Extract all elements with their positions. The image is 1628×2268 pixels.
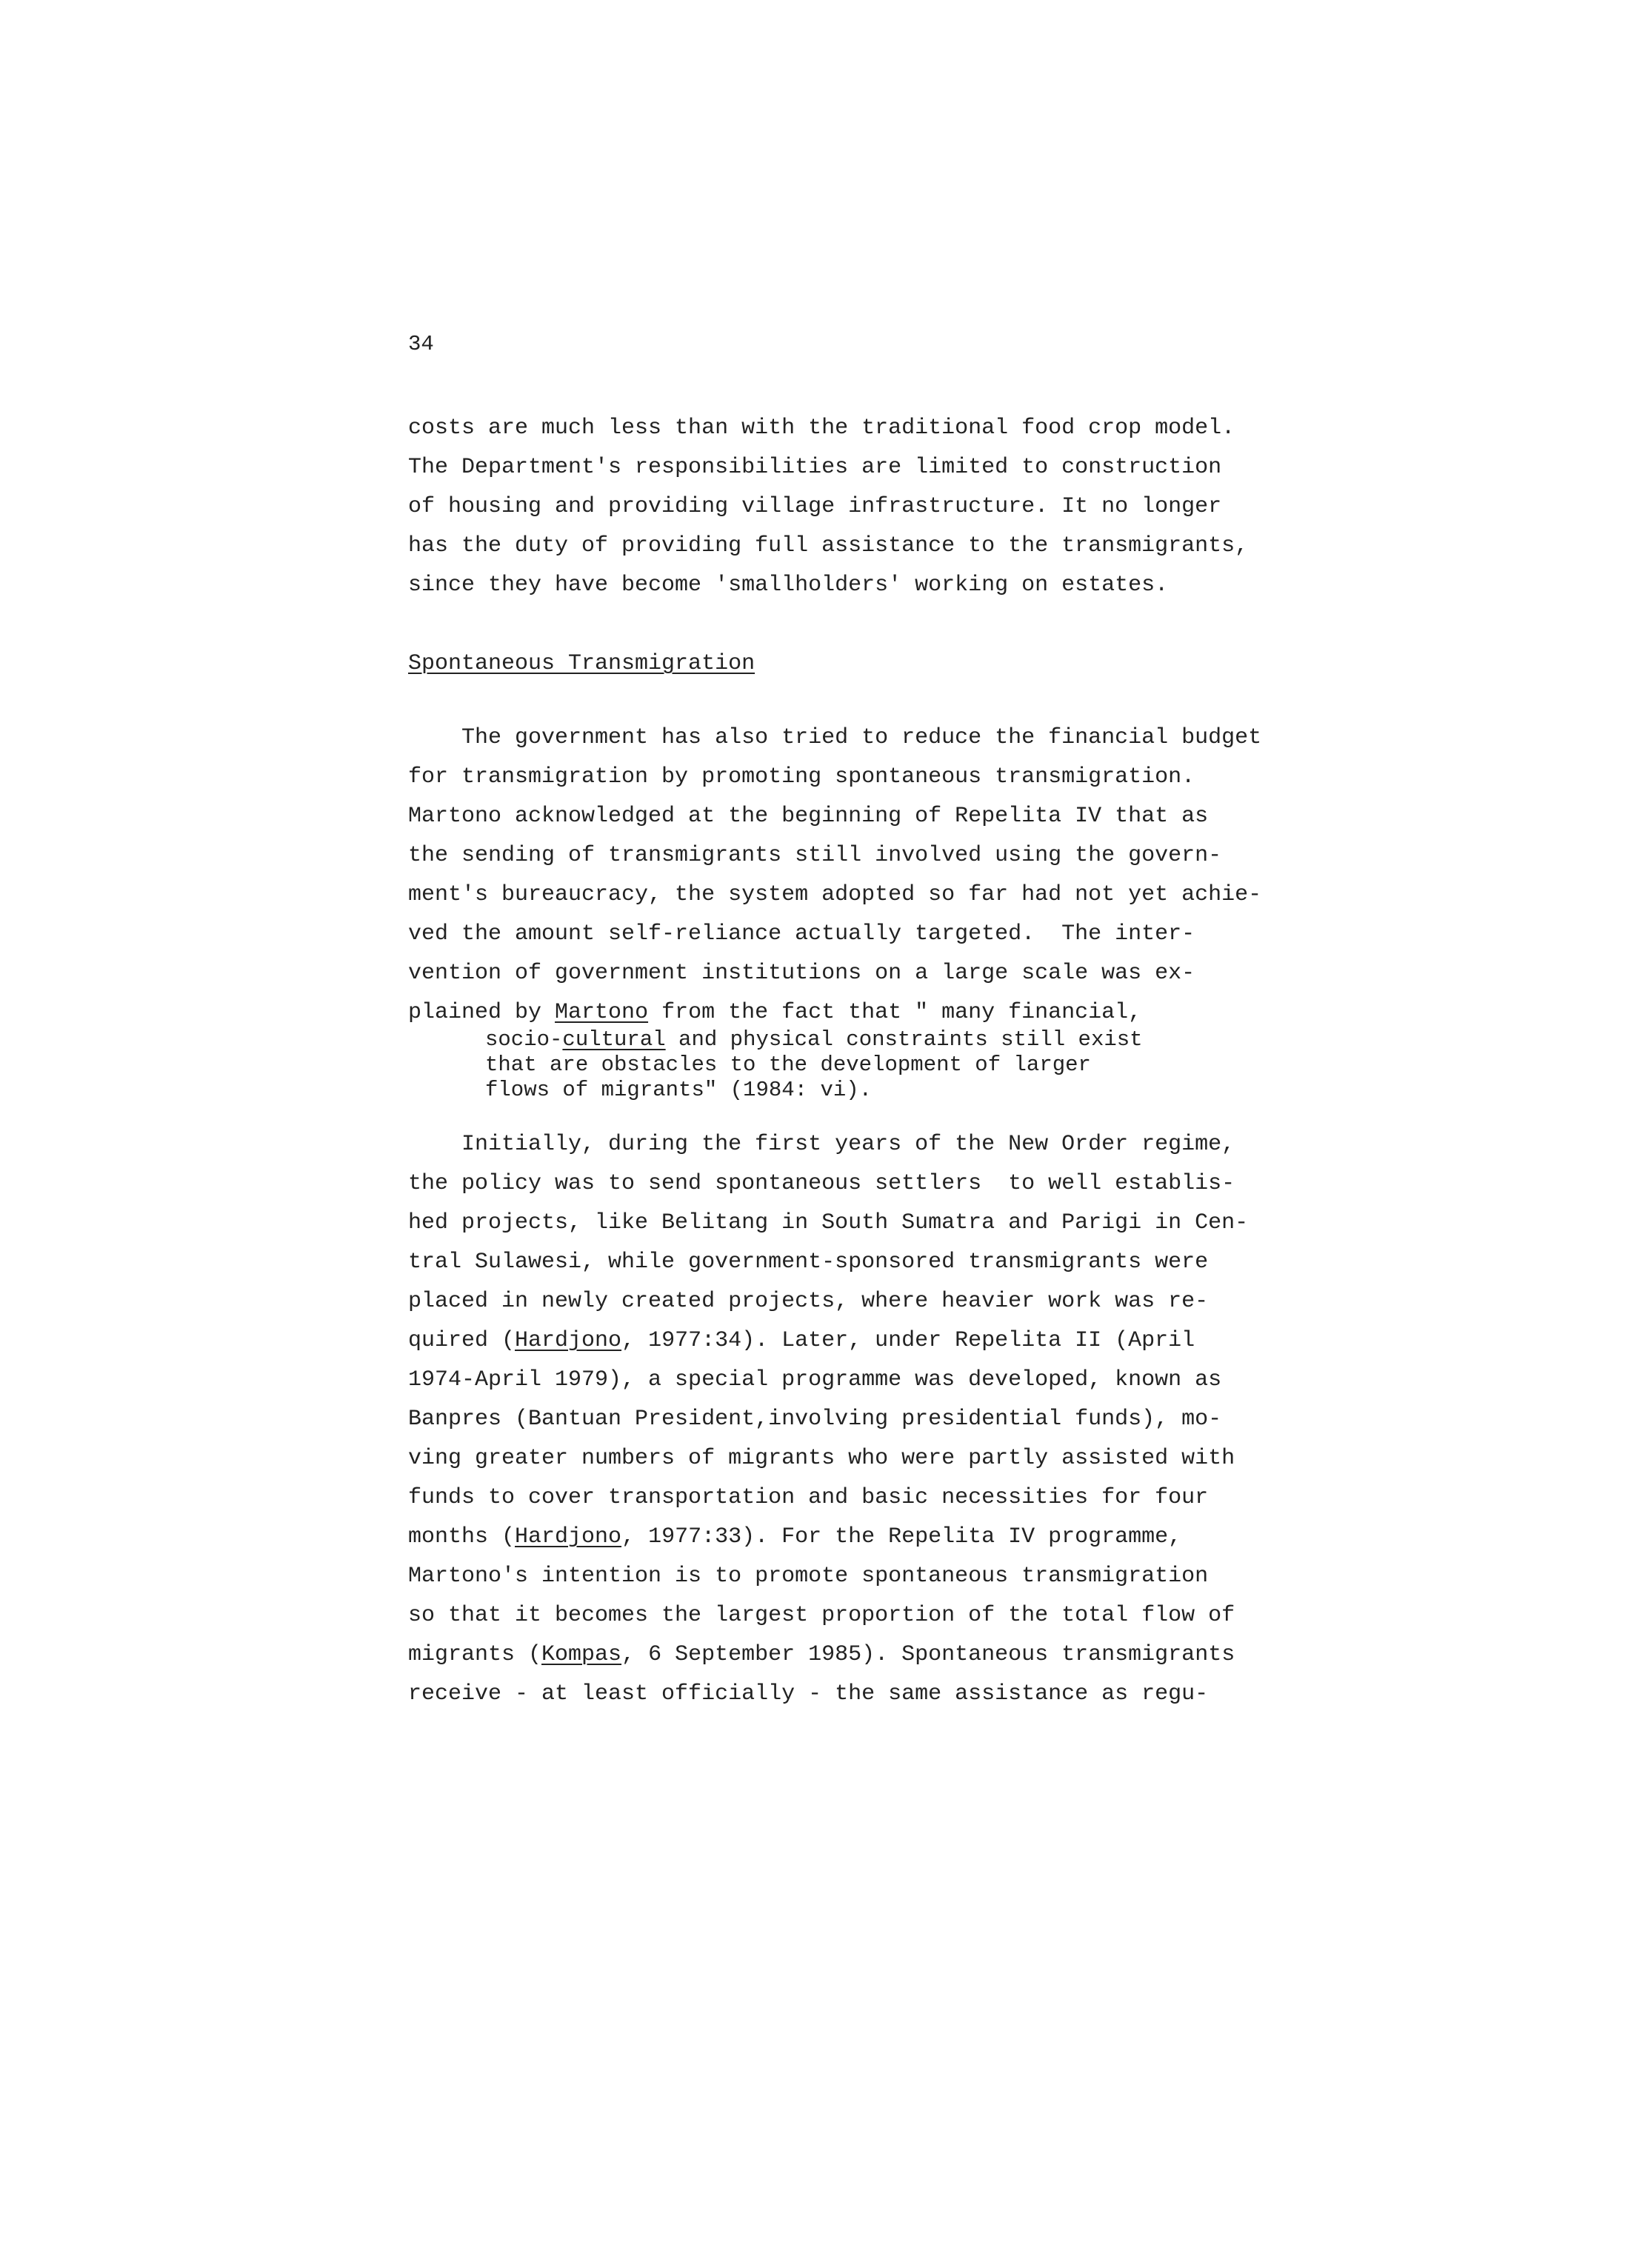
paragraph-3-line — [408, 1681, 1208, 1707]
line-text: months ( — [408, 1524, 516, 1550]
citation-reference: Hardjono — [515, 1328, 622, 1353]
paragraph-2-line: ved the amount self-reliance actually targeted. The inter- — [408, 921, 1195, 947]
line-text: quired ( — [408, 1328, 516, 1353]
paragraph-2-line: Martono acknowledged at the beginning of Repelita IV that as — [408, 804, 1209, 829]
line-text: so that it becomes the largest proportion of the total flow of — [408, 1603, 1235, 1628]
line-text: receive - at least officially - the same assistance as regu- — [408, 1681, 1209, 1707]
paragraph-3-line — [408, 1406, 1221, 1432]
line-text: Martono's intention is to promote spontaneous transmigration — [408, 1564, 1209, 1589]
quotation-line — [485, 1027, 1143, 1053]
paragraph-3-line — [408, 1327, 1195, 1354]
line-text: Banpres (Bantuan President,involving presidential funds), mo- — [408, 1407, 1222, 1432]
paragraph-3-line — [408, 1641, 1235, 1668]
line-text: hed projects, like Belitang in South Sumatra and Parigi in Cen- — [408, 1210, 1249, 1235]
line-text: socio- — [485, 1027, 563, 1052]
citation-reference: Hardjono — [515, 1524, 622, 1550]
paragraph-2-line: ment's bureaucracy, the system adopted so far had not yet achie- — [408, 882, 1262, 907]
line-text: , 1977:34). Later, under Repelita II (April — [621, 1328, 1195, 1353]
paragraph-2-line — [408, 999, 1141, 1026]
paragraph-1-line: has the duty of providing full assistance to the transmigrants, — [408, 533, 1249, 558]
line-text: , 6 September 1985). Spontaneous transmigrants — [621, 1642, 1235, 1667]
underlined-word: cultural — [562, 1027, 666, 1052]
paragraph-2-line: for transmigration by promoting spontaneous transmigration. — [408, 764, 1195, 790]
line-text: Initially, during the first years of the New Order regime, — [408, 1132, 1235, 1157]
paragraph-3-line — [408, 1288, 1208, 1315]
line-text: the policy was to send spontaneous settlers to well establis- — [408, 1171, 1235, 1196]
paragraph-3-line — [408, 1563, 1208, 1590]
paragraph-1-line: of housing and providing village infrastructure. It no longer — [408, 494, 1222, 519]
line-text: funds to cover transportation and basic necessities for four — [408, 1485, 1209, 1510]
line-text: ving greater numbers of migrants who were partly assisted with — [408, 1446, 1235, 1471]
paragraph-3-line — [408, 1131, 1235, 1158]
line-text: and physical constraints still exist — [665, 1027, 1143, 1052]
paragraph-3-line — [408, 1249, 1208, 1275]
line-text: migrants ( — [408, 1642, 542, 1667]
line-text: 1974-April 1979), a special programme was developed, known as — [408, 1367, 1222, 1393]
paragraph-1-line: costs are much less than with the traditional food crop model. — [408, 416, 1235, 441]
line-text: from the fact that " many financial, — [648, 1000, 1142, 1025]
paragraph-2-line: vention of government institutions on a large scale was ex- — [408, 961, 1195, 986]
citation-reference: Kompas — [541, 1642, 622, 1667]
paragraph-3-line — [408, 1602, 1235, 1629]
paragraph-3-line — [408, 1170, 1235, 1197]
paragraph-3-line — [408, 1210, 1248, 1236]
section-heading: Spontaneous Transmigration — [408, 651, 755, 676]
page-number: 34 — [408, 332, 434, 356]
paragraph-3-line — [408, 1524, 1181, 1550]
line-text: plained by — [408, 1000, 556, 1025]
line-text: tral Sulawesi, while government-sponsored transmigrants were — [408, 1250, 1209, 1275]
quotation-line — [485, 1078, 872, 1103]
paragraph-3-line — [408, 1445, 1235, 1472]
quotation-line — [485, 1053, 1091, 1078]
line-text: , 1977:33). For the Repelita IV programme, — [621, 1524, 1182, 1550]
paragraph-3-line — [408, 1484, 1208, 1511]
line-text: flows of migrants" (1984: vi). — [485, 1078, 873, 1102]
paragraph-1-line: since they have become 'smallholders' working on estates. — [408, 573, 1169, 598]
paragraph-1-line: The Department's responsibilities are limited to construction — [408, 455, 1222, 480]
paragraph-2-line: The government has also tried to reduce the financial budget — [408, 725, 1262, 750]
paragraph-3-line — [408, 1367, 1221, 1393]
line-text: placed in newly created projects, where heavier work was re- — [408, 1289, 1209, 1314]
line-text: that are obstacles to the development of larger — [485, 1053, 1091, 1077]
citation-reference: Martono — [555, 1000, 649, 1025]
paragraph-2-line: the sending of transmigrants still involved using the govern- — [408, 843, 1222, 868]
